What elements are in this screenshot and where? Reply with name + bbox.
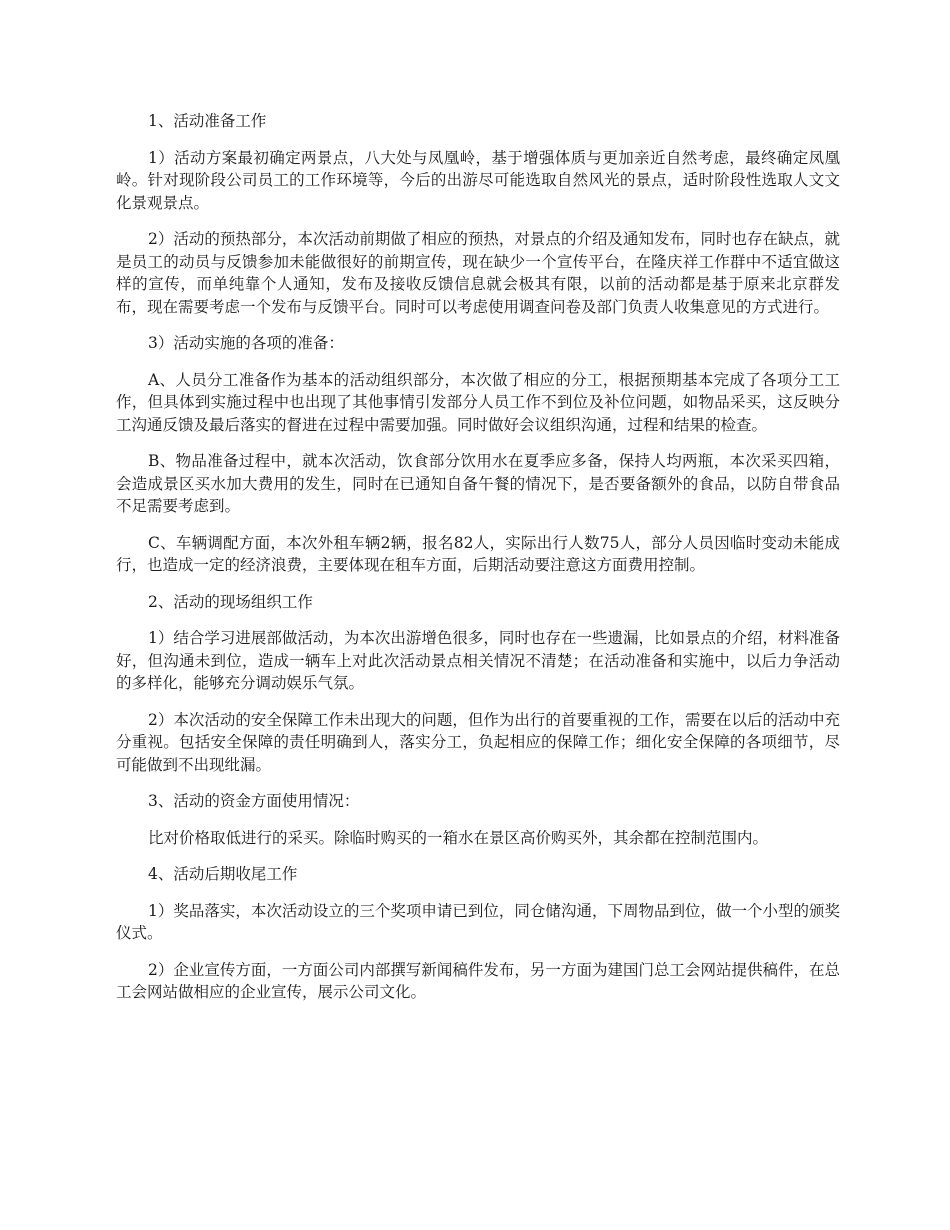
section-heading-3: 3、活动的资金方面使用情况： <box>148 792 360 810</box>
section-heading-1: 1、活动准备工作 <box>148 112 267 130</box>
paragraph-preheat: 2）活动的预热部分，本次活动前期做了相应的预热，对景点的介绍及通知发布，同时也存在缺点，就是员工的动员与反馈参加未能做很好的前期宣传，现在缺少一个宣传平台，在隆庆祥工作群中不适宜做这样的宣传，而单纯靠个人通知，发布及接收反馈信息就会极其有限，以前的活动都是基于原来北京群发布，现在需要考虑一个发布与反馈平台。同时可以考虑使用调查问卷及部门负责人收集意见的方式进行。 <box>116 230 840 316</box>
section-heading-2: 2、活动的现场组织工作 <box>148 592 313 611</box>
subheading-preparations: 3）活动实施的各项的准备： <box>148 334 344 352</box>
paragraph-publicity: 2）企业宣传方面，一方面公司内部撰写新闻稿件发布，另一方面为建国门总工会网站提供稿件，在总工会网站做相应的企业宣传，展示公司文化。 <box>116 960 840 1001</box>
paragraph-onsite: 1）结合学习进展部做活动，为本次出游增色很多，同时也存在一些遗漏，比如景点的介绍，材料准备好，但沟通未到位，造成一辆车上对此次活动景点相关情况不清楚；在活动准备和实施中，以后力争活动的多样化，能够充分调动娱乐气氛。 <box>116 629 840 692</box>
paragraph-safety: 2）本次活动的安全保障工作未出现大的问题，但作为出行的首要重视的工作，需要在以后的活动中充分重视。包括安全保障的责任明确到人，落实分工，负起相应的保障工作；细化安全保障的各项细节，尽可能做到不出现纰漏。 <box>116 710 840 774</box>
paragraph-awards: 1）奖品落实，本次活动设立的三个奖项申请已到位，同仓储沟通，下周物品到位，做一个小型的颁奖仪式。 <box>116 901 840 942</box>
paragraph-vehicles: C、车辆调配方面，本次外租车辆2辆，报名82人，实际出行人数75人，部分人员因临时变动未能成行，也造成一定的经济浪费，主要体现在租车方面，后期活动要注意这方面费用控制。 <box>116 533 840 574</box>
paragraph-staffing: A、人员分工准备作为基本的活动组织部分，本次做了相应的分工，根据预期基本完成了各项分工工作，但具体到实施过程中也出现了其他事情引发部分人员工作不到位及补位问题，如物品采买，这反映分工沟通反馈及最后落实的督进在过程中需要加强。同时做好会议组织沟通，过程和结果的检查。 <box>116 370 840 434</box>
paragraph-funds: 比对价格取低进行的采买。除临时购买的一箱水在景区高价购买外，其余都在控制范围内。 <box>148 828 769 847</box>
document-body <box>116 110 840 1018</box>
paragraph-supplies: B、物品准备过程中，就本次活动，饮食部分饮用水在夏季应多备，保持人均两瓶，本次采买四箱，会造成景区买水加大费用的发生，同时在已通知自备午餐的情况下，是否要备额外的食品，以防自带食品不足需要考虑到。 <box>116 452 840 515</box>
paragraph-plan: 1）活动方案最初确定两景点，八大处与凤凰岭，基于增强体质与更加亲近自然考虑，最终确定凤凰岭。针对现阶段公司员工的工作环境等，今后的出游尽可能选取自然风光的景点，适时阶段性选取人文文化景观景点。 <box>116 148 840 212</box>
section-heading-4: 4、活动后期收尾工作 <box>148 865 298 883</box>
